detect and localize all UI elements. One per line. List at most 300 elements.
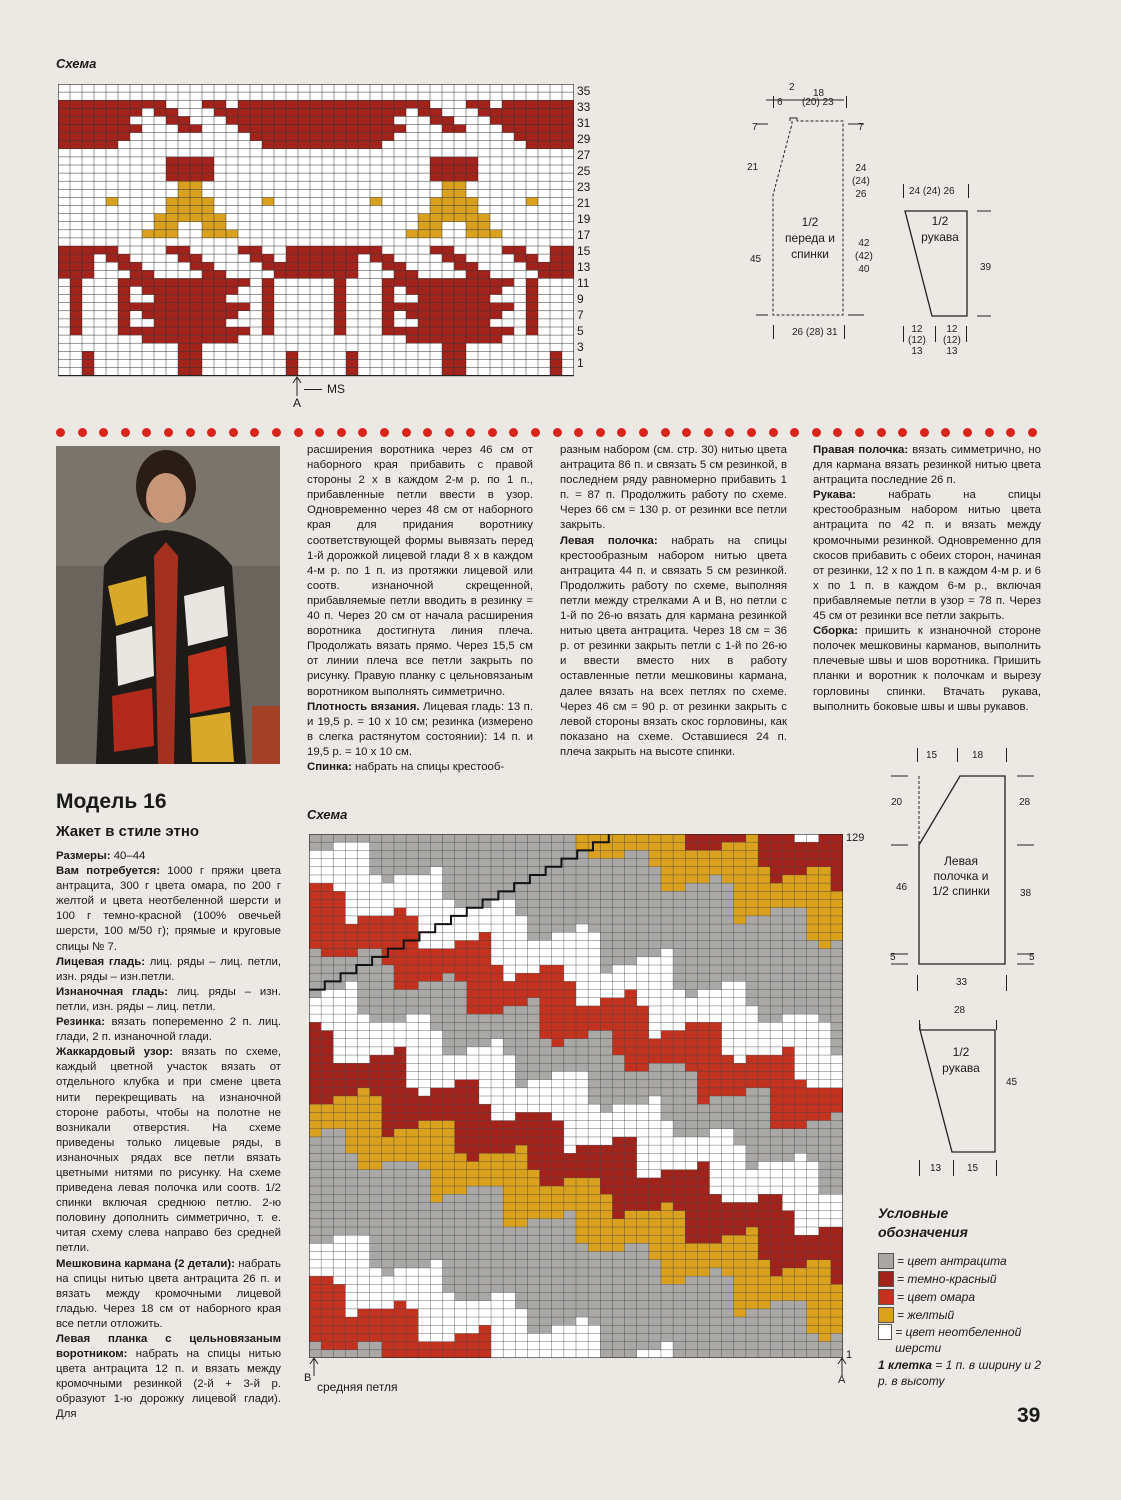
chart-cell xyxy=(466,206,478,214)
chart-cell xyxy=(746,867,758,875)
chart-cell xyxy=(819,883,831,891)
chart-cell xyxy=(562,246,574,254)
chart-cell xyxy=(722,1186,734,1194)
chart-cell xyxy=(612,1309,624,1317)
chart-cell xyxy=(430,1268,442,1276)
chart-cell xyxy=(406,940,418,948)
chart-cell xyxy=(515,1031,527,1039)
chart-cell xyxy=(58,262,70,270)
chart-cell xyxy=(746,859,758,867)
chart-cell xyxy=(455,1096,467,1104)
chart-cell xyxy=(722,834,734,842)
chart-cell xyxy=(637,850,649,858)
chart-cell xyxy=(564,867,576,875)
chart-cell xyxy=(734,932,746,940)
chart-cell xyxy=(540,1243,552,1251)
chart-cell xyxy=(466,197,478,205)
chart-cell xyxy=(770,1063,782,1071)
chart-cell xyxy=(600,1096,612,1104)
chart-cell xyxy=(491,1039,503,1047)
chart-cell xyxy=(600,1333,612,1341)
chart-cell xyxy=(661,1022,673,1030)
chart-cell xyxy=(770,1350,782,1358)
chart-cell xyxy=(309,842,321,850)
chart-cell xyxy=(262,254,274,262)
chart-cell xyxy=(734,1317,746,1325)
chart-cell xyxy=(807,891,819,899)
chart-cell xyxy=(612,1039,624,1047)
chart-cell xyxy=(443,1039,455,1047)
chart-cell xyxy=(333,1219,345,1227)
chart-cell xyxy=(576,1055,588,1063)
chart-cell xyxy=(515,1350,527,1358)
chart-cell xyxy=(479,1153,491,1161)
chart-cell xyxy=(334,278,346,286)
chart-cell xyxy=(333,842,345,850)
chart-cell xyxy=(382,1268,394,1276)
chart-cell xyxy=(479,875,491,883)
chart-cell xyxy=(637,1170,649,1178)
chart-cell xyxy=(625,1227,637,1235)
chart-cell xyxy=(345,998,357,1006)
chart-cell xyxy=(430,1342,442,1350)
chart-cell xyxy=(382,1121,394,1129)
chart-cell xyxy=(552,1342,564,1350)
legend-label: = желтый xyxy=(897,1308,955,1322)
chart-cell xyxy=(250,133,262,141)
chart-cell xyxy=(479,1137,491,1145)
chart-cell xyxy=(807,1047,819,1055)
chart-cell xyxy=(345,1268,357,1276)
chart-cell xyxy=(503,1350,515,1358)
chart-cell xyxy=(491,1031,503,1039)
chart-cell xyxy=(455,1325,467,1333)
chart-cell xyxy=(478,108,490,116)
chart-cell xyxy=(807,1145,819,1153)
chart-cell xyxy=(831,924,843,932)
chart-cell xyxy=(358,965,370,973)
chart-cell xyxy=(625,1333,637,1341)
chart-cell xyxy=(406,1145,418,1153)
chart-cell xyxy=(794,1047,806,1055)
chart-cell xyxy=(649,883,661,891)
chart-cell xyxy=(770,1325,782,1333)
chart-cell xyxy=(418,1317,430,1325)
chart-cell xyxy=(514,254,526,262)
chart-cell xyxy=(382,1088,394,1096)
chart-cell xyxy=(394,1063,406,1071)
chart-cell xyxy=(370,100,382,108)
chart-cell xyxy=(661,1096,673,1104)
chart-cell xyxy=(394,859,406,867)
chart-cell xyxy=(309,900,321,908)
chart-cell xyxy=(782,875,794,883)
chart-cell xyxy=(527,1178,539,1186)
chart-cell xyxy=(286,359,298,367)
chart-cell xyxy=(576,1006,588,1014)
chart-cell xyxy=(770,949,782,957)
chart-cell xyxy=(515,949,527,957)
chart-cell xyxy=(649,1104,661,1112)
chart-cell xyxy=(106,116,118,124)
chart-cell xyxy=(515,1333,527,1341)
divider-dot xyxy=(229,428,238,437)
chart-cell xyxy=(345,1317,357,1325)
chart-cell xyxy=(382,1342,394,1350)
chart-cell xyxy=(770,842,782,850)
chart-cell xyxy=(588,900,600,908)
chart-cell xyxy=(430,957,442,965)
chart-cell xyxy=(540,1227,552,1235)
chart-cell xyxy=(418,867,430,875)
chart-cell xyxy=(455,1342,467,1350)
chart-cell xyxy=(82,125,94,133)
chart-cell xyxy=(710,1104,722,1112)
chart-cell xyxy=(564,1243,576,1251)
chart-cell xyxy=(382,1170,394,1178)
chart-cell xyxy=(564,834,576,842)
chart-cell xyxy=(588,1342,600,1350)
chart-cell xyxy=(166,246,178,254)
chart-cell xyxy=(588,1080,600,1088)
chart-cell xyxy=(540,965,552,973)
chart-cell xyxy=(612,1071,624,1079)
chart-cell xyxy=(746,1129,758,1137)
chart-cell xyxy=(118,327,130,335)
chart-cell xyxy=(334,116,346,124)
chart-cell xyxy=(190,278,202,286)
chart-cell xyxy=(697,1243,709,1251)
chart-cell xyxy=(502,327,514,335)
chart-cell xyxy=(334,311,346,319)
chart-cell xyxy=(454,303,466,311)
chart-cell xyxy=(118,311,130,319)
chart-cell xyxy=(321,883,333,891)
chart-cell xyxy=(807,1063,819,1071)
chart-cell xyxy=(358,1227,370,1235)
chart-cell xyxy=(588,1284,600,1292)
chart-cell xyxy=(697,1162,709,1170)
chart-cell xyxy=(430,1276,442,1284)
chart-cell xyxy=(358,1129,370,1137)
chart-cell xyxy=(515,1235,527,1243)
chart-cell xyxy=(576,1080,588,1088)
chart-cell xyxy=(503,1317,515,1325)
left-front-top-right: 18 xyxy=(972,750,984,761)
chart-cell xyxy=(758,940,770,948)
chart-cell xyxy=(710,1202,722,1210)
chart-cell xyxy=(345,981,357,989)
sleeve-top-bottom-left: 12 (12) 13 xyxy=(908,324,926,357)
chart-cell xyxy=(333,1121,345,1129)
chart-cell xyxy=(588,891,600,899)
chart-cell xyxy=(710,1080,722,1088)
chart-cell xyxy=(202,262,214,270)
chart-cell xyxy=(430,998,442,1006)
chart-cell xyxy=(685,1112,697,1120)
chart-cell xyxy=(309,875,321,883)
chart-cell xyxy=(430,311,442,319)
chart-cell xyxy=(588,1153,600,1161)
chart-cell xyxy=(309,1014,321,1022)
chart-cell xyxy=(309,859,321,867)
chart-cell xyxy=(807,1055,819,1063)
chart-cell xyxy=(710,1178,722,1186)
chart-cell xyxy=(406,1276,418,1284)
chart-cell xyxy=(794,1219,806,1227)
chart-cell xyxy=(527,1145,539,1153)
chart-cell xyxy=(479,1186,491,1194)
chart-cell xyxy=(310,270,322,278)
chart-cell xyxy=(358,1350,370,1358)
chart-cell xyxy=(345,973,357,981)
chart-cell xyxy=(82,351,94,359)
chart-cell xyxy=(758,842,770,850)
chart-cell xyxy=(202,230,214,238)
chart-cell xyxy=(722,900,734,908)
chart-cell xyxy=(455,1350,467,1358)
chart-cell xyxy=(637,916,649,924)
chart-cell xyxy=(455,1112,467,1120)
chart-cell xyxy=(58,133,70,141)
chart-cell xyxy=(625,1211,637,1219)
chart-cell xyxy=(600,1202,612,1210)
chart-cell xyxy=(443,1293,455,1301)
chart-cell xyxy=(588,1063,600,1071)
chart-cell xyxy=(333,867,345,875)
chart-cell xyxy=(576,1088,588,1096)
chart-cell xyxy=(600,957,612,965)
bottom-knitting-chart xyxy=(309,834,843,1358)
chart-cell xyxy=(321,1170,333,1178)
chart-cell xyxy=(418,1342,430,1350)
chart-cell xyxy=(394,1022,406,1030)
chart-cell xyxy=(526,295,538,303)
chart-cell xyxy=(455,1202,467,1210)
chart-cell xyxy=(358,1104,370,1112)
chart-cell xyxy=(322,108,334,116)
chart-cell xyxy=(455,1006,467,1014)
chart-cell xyxy=(178,214,190,222)
chart-cell xyxy=(274,141,286,149)
chart-cell xyxy=(770,1129,782,1137)
chart-cell xyxy=(333,1104,345,1112)
chart-cell xyxy=(673,1039,685,1047)
chart-cell xyxy=(637,908,649,916)
chart-cell xyxy=(154,100,166,108)
chart-cell xyxy=(70,287,82,295)
chart-cell xyxy=(467,867,479,875)
chart-cell xyxy=(758,1031,770,1039)
chart-cell xyxy=(443,1145,455,1153)
chart-cell xyxy=(394,1276,406,1284)
chart-cell xyxy=(794,1096,806,1104)
chart-cell xyxy=(70,303,82,311)
chart-cell xyxy=(722,940,734,948)
chart-cell xyxy=(612,932,624,940)
chart-cell xyxy=(637,1194,649,1202)
chart-cell xyxy=(515,1252,527,1260)
sleeve-top-height: 39 xyxy=(980,262,992,273)
chart-cell xyxy=(370,990,382,998)
chart-cell xyxy=(697,1071,709,1079)
chart-cell xyxy=(649,1186,661,1194)
chart-cell xyxy=(358,981,370,989)
chart-cell xyxy=(370,1301,382,1309)
chart-cell xyxy=(190,173,202,181)
divider-dot xyxy=(898,428,907,437)
chart-cell xyxy=(394,1121,406,1129)
chart-cell xyxy=(333,1194,345,1202)
chart-cell xyxy=(746,1333,758,1341)
chart-cell xyxy=(564,1284,576,1292)
chart-cell xyxy=(443,1055,455,1063)
chart-cell xyxy=(358,1219,370,1227)
chart-cell xyxy=(625,1121,637,1129)
chart-cell xyxy=(661,1260,673,1268)
chart-cell xyxy=(588,1022,600,1030)
chart-cell xyxy=(333,900,345,908)
chart-cell xyxy=(406,990,418,998)
chart-cell xyxy=(382,1014,394,1022)
chart-cell xyxy=(758,834,770,842)
chart-cell xyxy=(831,1137,843,1145)
chart-cell xyxy=(540,1211,552,1219)
chart-cell xyxy=(831,1145,843,1153)
chart-cell xyxy=(514,100,526,108)
chart-cell xyxy=(685,1137,697,1145)
chart-cell xyxy=(831,908,843,916)
chart-cell xyxy=(685,990,697,998)
chart-cell xyxy=(576,965,588,973)
chart-cell xyxy=(455,1047,467,1055)
chart-cell xyxy=(322,100,334,108)
chart-cell xyxy=(637,1350,649,1358)
chart-cell xyxy=(394,1235,406,1243)
chart-cell xyxy=(600,1252,612,1260)
chart-cell xyxy=(443,940,455,948)
chart-cell xyxy=(758,973,770,981)
chart-cell xyxy=(130,270,142,278)
chart-cell xyxy=(358,1031,370,1039)
chart-cell xyxy=(527,1342,539,1350)
chart-cell xyxy=(358,1121,370,1129)
top-chart-marker-ms: MS xyxy=(327,382,345,396)
chart-cell xyxy=(430,1309,442,1317)
article-paragraph: Изнаночная гладь: лиц. ряды – изн. петли, изн. ряды – лиц. петли. xyxy=(56,985,281,1013)
sleeve-top-label: 1/2 рукава xyxy=(921,214,959,244)
chart-cell xyxy=(333,957,345,965)
chart-cell xyxy=(649,1137,661,1145)
chart-cell xyxy=(358,1309,370,1317)
chart-cell xyxy=(661,1309,673,1317)
chart-cell xyxy=(538,108,550,116)
chart-cell xyxy=(479,883,491,891)
chart-cell xyxy=(455,1039,467,1047)
chart-cell xyxy=(443,850,455,858)
chart-cell xyxy=(454,359,466,367)
chart-cell xyxy=(625,1301,637,1309)
chart-cell xyxy=(334,254,346,262)
chart-cell xyxy=(819,1170,831,1178)
chart-cell xyxy=(588,932,600,940)
chart-cell xyxy=(710,891,722,899)
chart-cell xyxy=(467,1309,479,1317)
chart-cell xyxy=(321,850,333,858)
chart-cell xyxy=(418,335,430,343)
chart-cell xyxy=(309,1202,321,1210)
chart-cell xyxy=(321,1211,333,1219)
chart-cell xyxy=(358,859,370,867)
chart-cell xyxy=(430,1153,442,1161)
row-number: 3 xyxy=(577,340,584,354)
chart-cell xyxy=(370,1031,382,1039)
chart-cell xyxy=(345,1276,357,1284)
chart-cell xyxy=(564,1178,576,1186)
chart-cell xyxy=(782,834,794,842)
chart-cell xyxy=(819,932,831,940)
chart-cell xyxy=(588,1031,600,1039)
chart-cell xyxy=(831,1121,843,1129)
chart-cell xyxy=(661,1333,673,1341)
chart-cell xyxy=(661,883,673,891)
chart-cell xyxy=(527,1293,539,1301)
chart-cell xyxy=(576,1186,588,1194)
chart-cell xyxy=(588,1333,600,1341)
chart-cell xyxy=(625,1186,637,1194)
chart-cell xyxy=(309,1104,321,1112)
chart-cell xyxy=(734,1006,746,1014)
chart-cell xyxy=(527,891,539,899)
chart-cell xyxy=(178,303,190,311)
chart-cell xyxy=(467,1317,479,1325)
chart-cell xyxy=(382,1022,394,1030)
chart-cell xyxy=(406,1162,418,1170)
chart-cell xyxy=(758,1112,770,1120)
chart-cell xyxy=(807,1153,819,1161)
chart-cell xyxy=(673,1170,685,1178)
chart-cell xyxy=(333,916,345,924)
chart-cell xyxy=(807,916,819,924)
chart-cell xyxy=(70,327,82,335)
chart-cell xyxy=(527,1243,539,1251)
chart-cell xyxy=(758,908,770,916)
chart-cell xyxy=(661,1104,673,1112)
chart-cell xyxy=(418,214,430,222)
chart-cell xyxy=(819,842,831,850)
chart-cell xyxy=(309,1293,321,1301)
chart-cell xyxy=(758,1121,770,1129)
sleeve-bottom-top: 28 xyxy=(954,1005,966,1016)
chart-cell xyxy=(467,842,479,850)
chart-cell xyxy=(503,924,515,932)
chart-cell xyxy=(443,1194,455,1202)
chart-cell xyxy=(527,1080,539,1088)
chart-cell xyxy=(782,1170,794,1178)
chart-cell xyxy=(321,957,333,965)
chart-cell xyxy=(478,270,490,278)
chart-cell xyxy=(334,262,346,270)
chart-cell xyxy=(794,965,806,973)
chart-cell xyxy=(649,1129,661,1137)
chart-cell xyxy=(552,908,564,916)
chart-cell xyxy=(564,1112,576,1120)
chart-cell xyxy=(333,1055,345,1063)
chart-cell xyxy=(673,859,685,867)
chart-cell xyxy=(370,867,382,875)
chart-cell xyxy=(274,133,286,141)
chart-cell xyxy=(345,924,357,932)
